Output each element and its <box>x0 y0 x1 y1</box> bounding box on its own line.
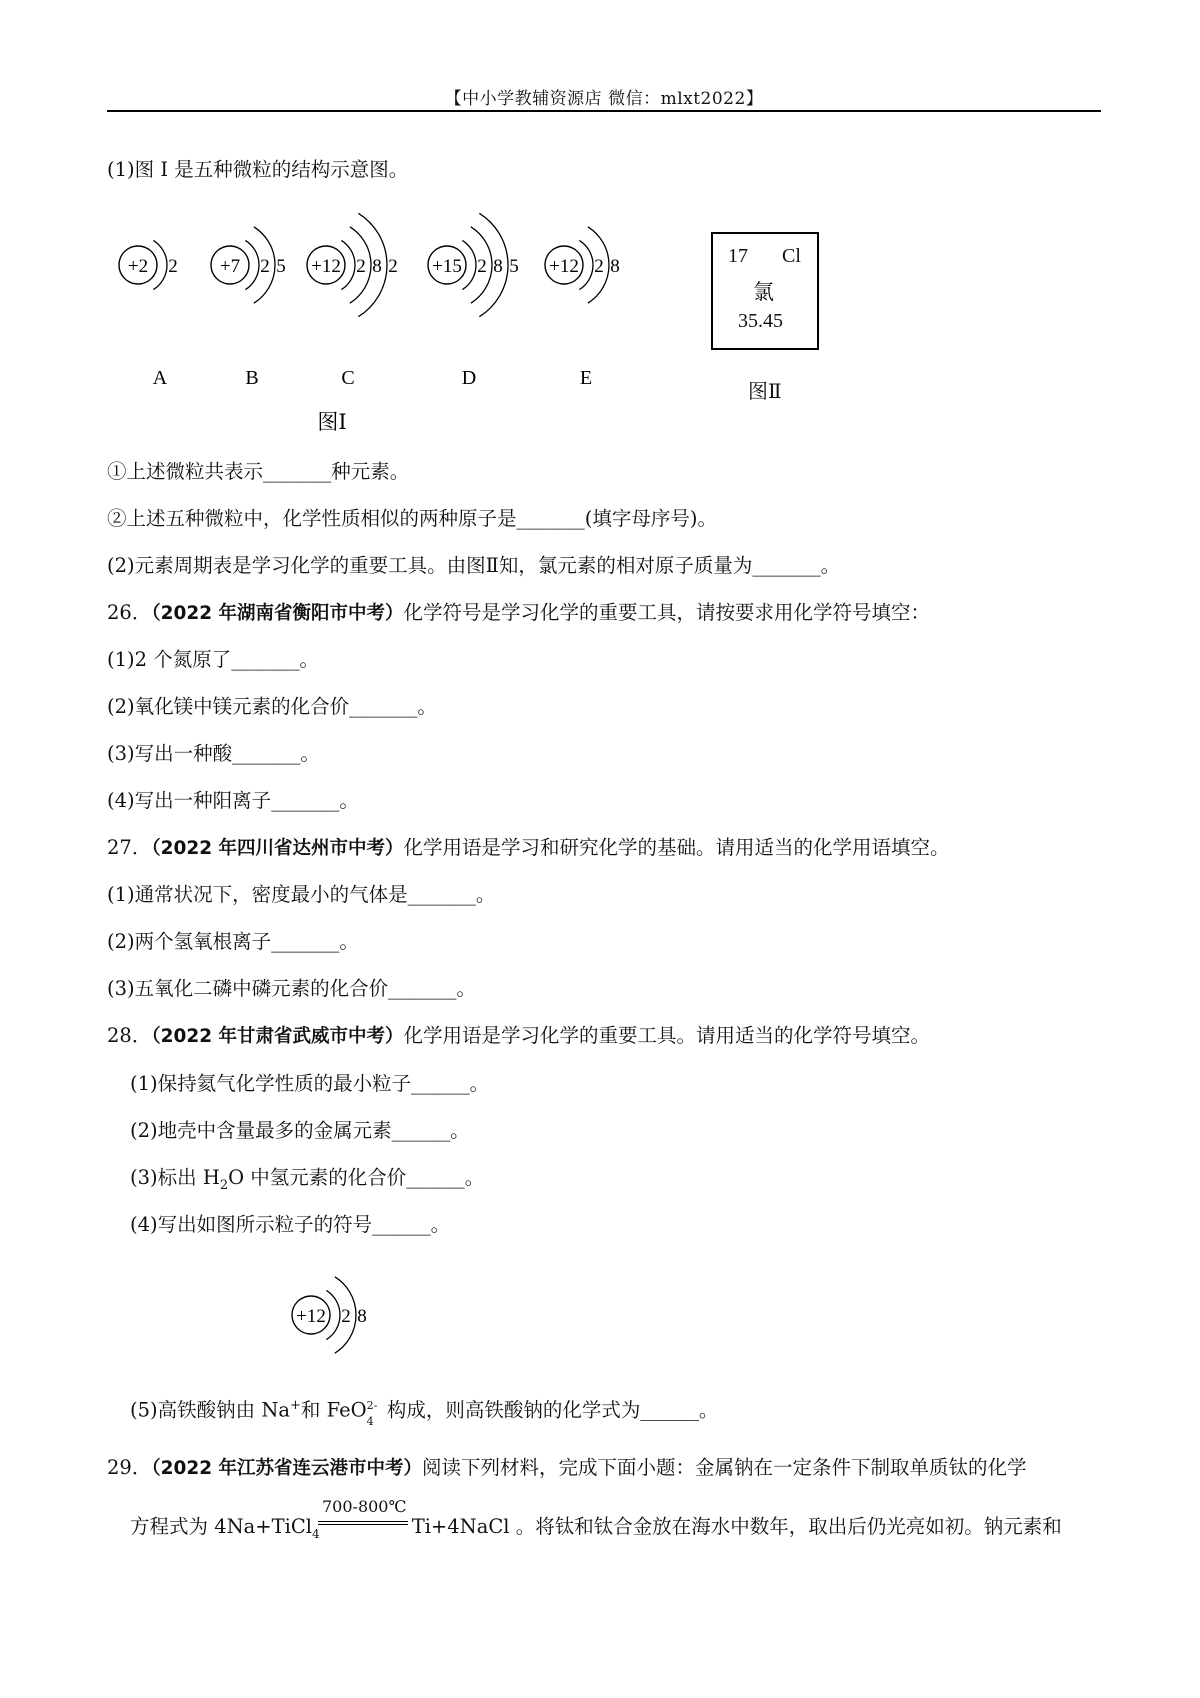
q29-equation-bar-top <box>318 1521 408 1522</box>
q28-part5 <box>130 1393 719 1428</box>
q26-source: （2022 年湖南省衡阳市中考） <box>151 603 404 624</box>
q25-sub-b: ②上述五种微粒中，化学性质相似的两种原子是_______(填字母序号)。 <box>107 507 717 530</box>
ion-shell-electrons-1: 2 <box>341 1306 351 1327</box>
q28-part3-subscript: 2 <box>219 1177 229 1193</box>
q26-prompt: 化学符号是学习化学的重要工具，请按要求用化学符号填空： <box>403 601 931 624</box>
atom-c-nucleus-charge: +12 <box>311 256 341 277</box>
ion-nucleus-charge: +12 <box>296 1306 326 1327</box>
atom-b-nucleus-charge: +7 <box>219 256 241 277</box>
q27-number: 27． <box>107 836 152 859</box>
q26-part1: (1)2 个氮原了_______。 <box>107 648 319 671</box>
q29-line2-subscript: 4 <box>312 1526 320 1541</box>
atom-d-nucleus-charge: +15 <box>432 256 462 277</box>
q25-part2: (2)元素周期表是学习化学的重要工具。由图Ⅱ知，氯元素的相对原子质量为_______。 <box>107 554 841 577</box>
q29-line2 <box>130 1514 1062 1547</box>
q28-part5-mid: 和 FeO <box>300 1398 367 1422</box>
atom-a-shell-electrons-1: 2 <box>168 256 178 277</box>
atom-d-shell-electrons-1: 2 <box>477 256 487 277</box>
atom-d-shell-electrons-3: 5 <box>509 256 519 277</box>
q28-part4: (4)写出如图所示粒子的符号______。 <box>130 1213 451 1236</box>
q28-part3-pre: (3)标出 H <box>130 1166 220 1189</box>
q29-prompt: 阅读下列材料，完成下面小题：金属钠在一定条件下制取单质钛的化学 <box>422 1456 1027 1479</box>
atom-b-shell-arc-1 <box>245 240 259 289</box>
atom-b-shell-electrons-1: 2 <box>260 256 270 277</box>
page-header: 【中小学教辅资源店 微信：mlxt2022】 <box>444 89 764 109</box>
q27-part1: (1)通常状况下，密度最小的气体是_______。 <box>107 883 496 906</box>
atom-b-label: B <box>245 367 259 389</box>
atom-a-label: A <box>152 367 168 389</box>
q27-part2: (2)两个氢氧根离子_______。 <box>107 930 359 953</box>
atom-d-shell-electrons-2: 8 <box>493 256 503 277</box>
atom-c-label: C <box>341 367 355 389</box>
q28-part5-feo4-sub: 4 <box>366 1415 374 1428</box>
q28-part3 <box>130 1165 484 1199</box>
atom-d-shell-arc-1 <box>462 240 476 289</box>
q28-part3-post: O 中氢元素的化合价______。 <box>228 1166 485 1189</box>
q28-part5-feo4-charge: 2- <box>366 1399 378 1412</box>
q28-part1: (1)保持氦气化学性质的最小粒子______。 <box>130 1072 490 1095</box>
figure-1-atom-diagrams <box>100 195 660 435</box>
element-number: 17 <box>728 245 748 267</box>
q27-source: （2022 年四川省达州市中考） <box>151 838 404 859</box>
figure-2-element-cell <box>711 232 819 350</box>
atom-c-shell-arc-1 <box>341 240 355 289</box>
q29-number: 29． <box>107 1456 152 1479</box>
q26-heading <box>107 600 930 627</box>
q28-part5-ion-scripts <box>366 1399 381 1428</box>
atom-b-shell-electrons-2: 5 <box>276 256 286 277</box>
atom-a-nucleus-charge: +2 <box>127 256 149 277</box>
q29-equation-bar-bottom <box>318 1524 408 1525</box>
figure-2-caption: 图Ⅱ <box>748 379 782 403</box>
q28-number: 28． <box>107 1024 152 1047</box>
atom-c-shell-electrons-3: 2 <box>388 256 398 277</box>
atom-c-shell-electrons-1: 2 <box>356 256 366 277</box>
q25-part1-text: (1)图 I 是五种微粒的结构示意图。 <box>107 158 409 181</box>
atom-c-shell-electrons-2: 8 <box>372 256 382 277</box>
q26-part2: (2)氧化镁中镁元素的化合价_______。 <box>107 695 437 718</box>
atom-e-shell-electrons-1: 2 <box>594 256 604 277</box>
q26-part4: (4)写出一种阳离子_______。 <box>107 789 359 812</box>
q27-part3: (3)五氧化二磷中磷元素的化合价_______。 <box>107 977 476 1000</box>
element-symbol: Cl <box>782 245 801 267</box>
q25-sub-a: ①上述微粒共表示_______种元素。 <box>107 460 410 483</box>
q28-part5-na-charge: + <box>290 1398 301 1413</box>
element-name: 氯 <box>753 280 774 304</box>
atom-d-label: D <box>461 367 477 389</box>
q29-source: （2022 年江苏省连云港市中考） <box>151 1458 423 1479</box>
atom-e-shell-arc-1 <box>579 240 593 289</box>
figure-1-caption: 图Ⅰ <box>317 410 347 434</box>
q29-heading <box>107 1455 1027 1482</box>
atom-a-shell-arc-1 <box>153 240 167 289</box>
q28-part5-pre: (5)高铁酸钠由 Na <box>130 1398 291 1422</box>
q28-heading <box>107 1023 930 1050</box>
ion-shell-arc-1 <box>326 1290 340 1339</box>
header-rule <box>107 110 1101 112</box>
atom-e-label: E <box>579 367 593 389</box>
q26-number: 26． <box>107 601 152 624</box>
q28-part2: (2)地壳中含量最多的金属元素______。 <box>130 1119 470 1142</box>
figure-3-ion-diagram <box>285 1255 405 1375</box>
ion-shell-electrons-2: 8 <box>357 1306 367 1327</box>
element-mass: 35.45 <box>738 310 783 332</box>
q26-part3: (3)写出一种酸_______。 <box>107 742 320 765</box>
q29-line2-pre: 方程式为 4Na+TiCl <box>130 1515 313 1538</box>
q28-source: （2022 年甘肃省武威市中考） <box>151 1026 404 1047</box>
q29-reaction-condition: 700-800℃ <box>322 1497 407 1516</box>
q28-prompt: 化学用语是学习化学的重要工具。请用适当的化学符号填空。 <box>403 1024 931 1047</box>
atom-e-shell-electrons-2: 8 <box>610 256 620 277</box>
q29-line2-post: Ti+4NaCl 。将钛和钛合金放在海水中数年，取出后仍光亮如初。钠元素和 <box>411 1515 1062 1538</box>
atom-e-nucleus-charge: +12 <box>549 256 579 277</box>
q27-prompt: 化学用语是学习和研究化学的基础。请用适当的化学用语填空。 <box>403 836 950 859</box>
q27-heading <box>107 835 950 862</box>
q28-part5-post: 构成，则高铁酸钠的化学式为______。 <box>380 1398 719 1422</box>
